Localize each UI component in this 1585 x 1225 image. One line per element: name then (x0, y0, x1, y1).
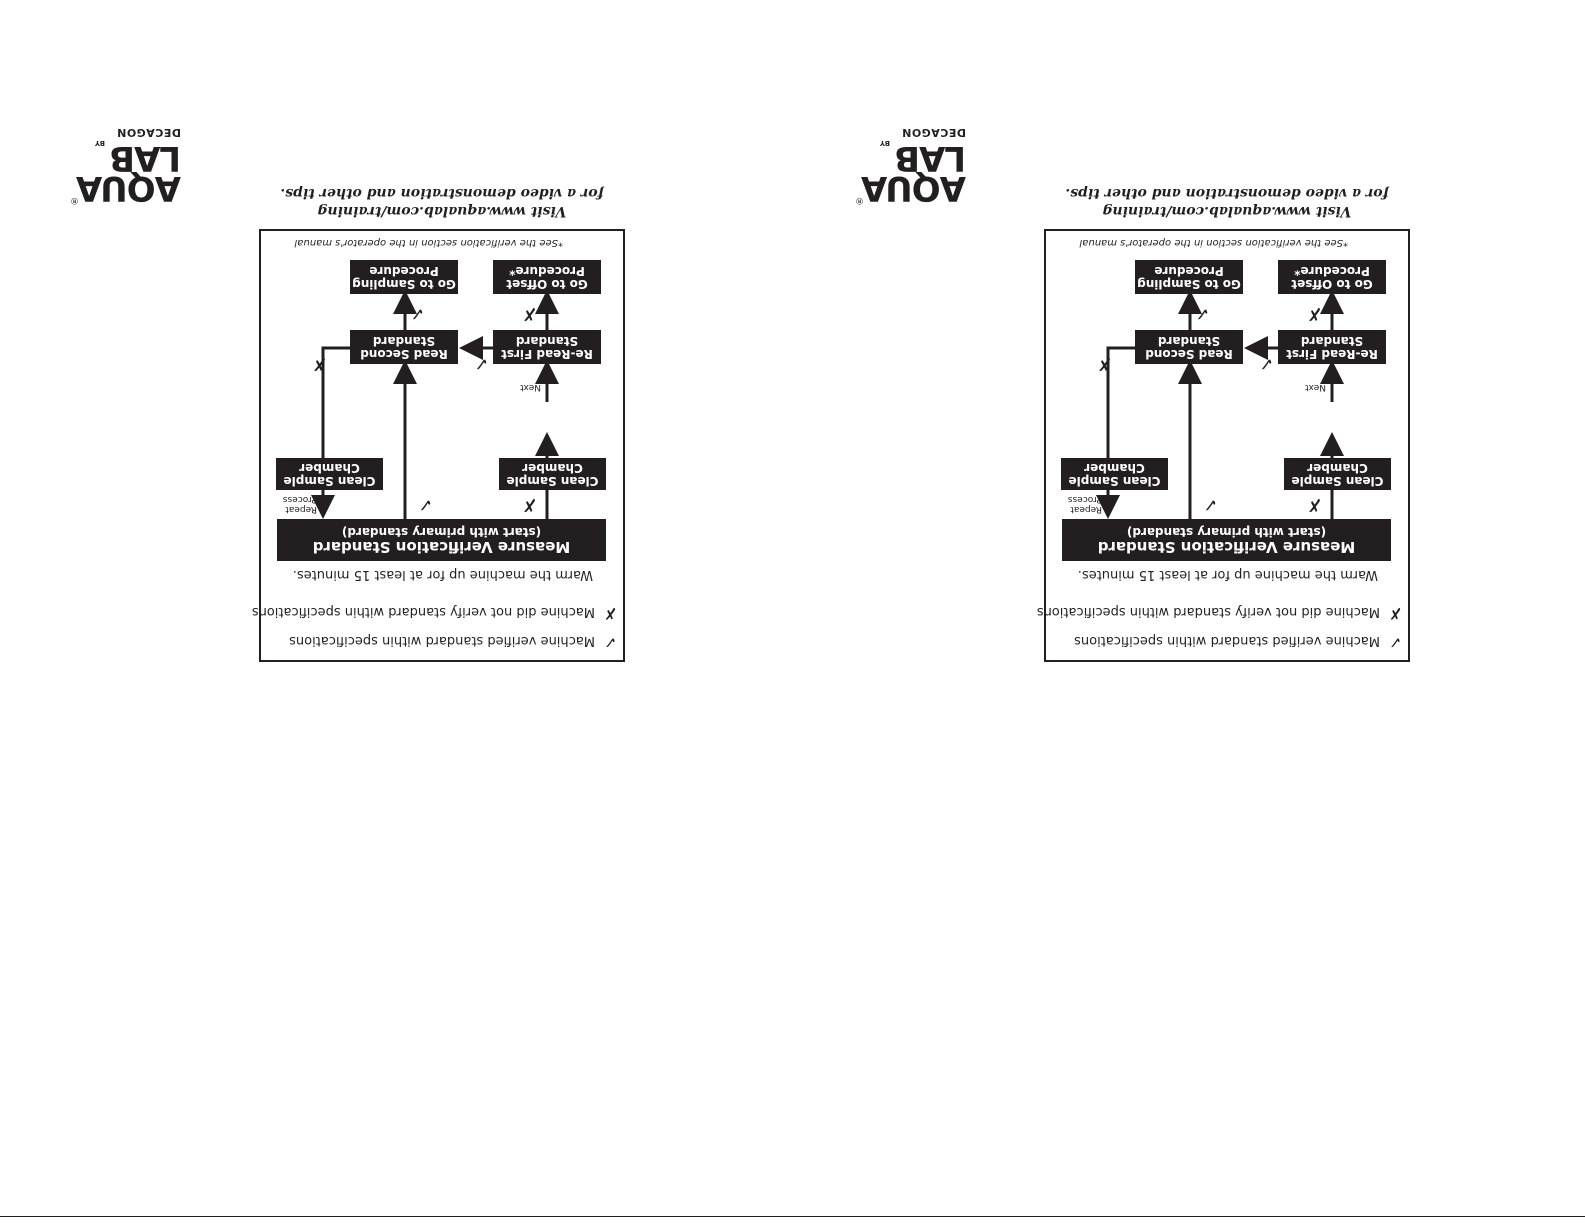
logo-aqua: AQUA (861, 168, 966, 208)
read-second-box (350, 330, 458, 364)
repeat-label: Repeat (1070, 504, 1102, 514)
clean-chamber-box-left (499, 458, 606, 490)
clean-line1: Clean Sample (1291, 474, 1384, 488)
offset-line1: Go to Offset (1291, 277, 1373, 291)
cross-icon: ✗ (1388, 604, 1402, 623)
repeat-label: Repeat (285, 504, 317, 514)
footnote: *See the verification section in the operator's manual (1079, 237, 1348, 248)
verification-card (251, 185, 625, 662)
aqualab-logo (70, 125, 181, 208)
flow-arrows (261, 231, 623, 660)
footnote: *See the verification section in the operator's manual (294, 237, 563, 248)
offset-line1: Go to Offset (506, 277, 588, 291)
rotated-page (0, 0, 785, 1225)
measure-standard-box (1062, 519, 1391, 561)
clean-line1: Clean Sample (506, 474, 599, 488)
offset-line2: Procedure* (1294, 264, 1370, 278)
readsecond-line2: Standard (1157, 334, 1221, 348)
sampling-procedure-box (1135, 260, 1243, 294)
legend-not-verified-text: Machine did not verify standard within specifications (1036, 604, 1380, 619)
clean-line2: Chamber (1307, 461, 1368, 475)
visit-line2: for a video demonstration and other tips. (1065, 185, 1389, 201)
check-icon: ✓ (1258, 353, 1274, 374)
measure-title: Measure Verification Standard (1097, 538, 1356, 556)
check-icon: ✓ (1194, 303, 1210, 324)
rotated-page (785, 0, 1570, 1225)
sampling-line2: Procedure (369, 264, 439, 278)
visit-line1: Visit www.aqualab.com/training (317, 203, 567, 219)
verification-card (1036, 185, 1410, 662)
legend-not-verified-text: Machine did not verify standard within specifications (251, 604, 595, 619)
readsecond-line1: Read Second (1145, 347, 1233, 361)
process-label: Process (1067, 494, 1102, 504)
sampling-procedure-box (350, 260, 458, 294)
offset-procedure-box (1278, 260, 1386, 294)
cross-icon: ✗ (521, 494, 537, 515)
reread-line2: Standard (1300, 334, 1364, 348)
measure-standard-box (277, 519, 606, 561)
offset-line2: Procedure* (509, 264, 585, 278)
sampling-line1: Go to Sampling (352, 277, 456, 291)
logo-aqua: AQUA (76, 168, 181, 208)
cross-icon: ✗ (311, 353, 327, 374)
reread-line2: Standard (515, 334, 579, 348)
next-label: Next (1305, 382, 1326, 392)
cross-icon: ✗ (1096, 353, 1112, 374)
offset-procedure-box (493, 260, 601, 294)
check-icon: ✓ (417, 494, 433, 515)
clean-line2: Chamber (299, 461, 360, 475)
measure-title: Measure Verification Standard (312, 538, 571, 556)
logo-decagon: DECAGON (901, 126, 966, 139)
logo-lab: LAB (110, 138, 181, 178)
warm-up-text: Warm the machine up for at least 15 minutes. (1077, 567, 1378, 582)
clean-line1: Clean Sample (283, 474, 376, 488)
cross-icon: ✗ (1306, 494, 1322, 515)
logo-registered: ® (70, 195, 79, 205)
logo-lab: LAB (895, 138, 966, 178)
reread-first-box (1278, 330, 1386, 364)
sampling-line2: Procedure (1154, 264, 1224, 278)
right-panel (785, 0, 1570, 1225)
measure-subtitle: (start with primary standard) (341, 525, 542, 539)
cross-icon: ✗ (603, 604, 617, 623)
check-icon: ✓ (473, 353, 489, 374)
reread-line1: Re-Read First (1286, 347, 1378, 361)
flow-arrows (1046, 231, 1408, 660)
readsecond-line1: Read Second (360, 347, 448, 361)
logo-registered: ® (855, 195, 864, 205)
clean-line2: Chamber (522, 461, 583, 475)
cross-icon: ✗ (521, 303, 537, 324)
legend-verified-text: Machine verified standard within specifications (1074, 633, 1380, 648)
clean-line2: Chamber (1084, 461, 1145, 475)
reread-first-box (493, 330, 601, 364)
check-icon: ✓ (1388, 633, 1402, 652)
clean-chamber-box-left (1284, 458, 1391, 490)
sampling-line1: Go to Sampling (1137, 277, 1241, 291)
readsecond-line2: Standard (372, 334, 436, 348)
clean-chamber-box-right (276, 458, 383, 490)
check-icon: ✓ (409, 303, 425, 324)
visit-line2: for a video demonstration and other tips. (280, 185, 604, 201)
logo-by: BY (879, 139, 890, 147)
logo-decagon: DECAGON (116, 126, 181, 139)
reread-line1: Re-Read First (501, 347, 593, 361)
read-second-box (1135, 330, 1243, 364)
process-label: Process (282, 494, 317, 504)
warm-up-text: Warm the machine up for at least 15 minutes. (292, 567, 593, 582)
legend-verified-text: Machine verified standard within specifications (289, 633, 595, 648)
measure-subtitle: (start with primary standard) (1126, 525, 1327, 539)
next-label: Next (520, 382, 541, 392)
clean-chamber-box-right (1061, 458, 1168, 490)
check-icon: ✓ (1202, 494, 1218, 515)
clean-line1: Clean Sample (1068, 474, 1161, 488)
visit-line1: Visit www.aqualab.com/training (1102, 203, 1352, 219)
left-panel (0, 0, 785, 1225)
bottom-rule (0, 1216, 1585, 1217)
check-icon: ✓ (603, 633, 617, 652)
cross-icon: ✗ (1306, 303, 1322, 324)
aqualab-logo (855, 125, 966, 208)
logo-by: BY (94, 139, 105, 147)
